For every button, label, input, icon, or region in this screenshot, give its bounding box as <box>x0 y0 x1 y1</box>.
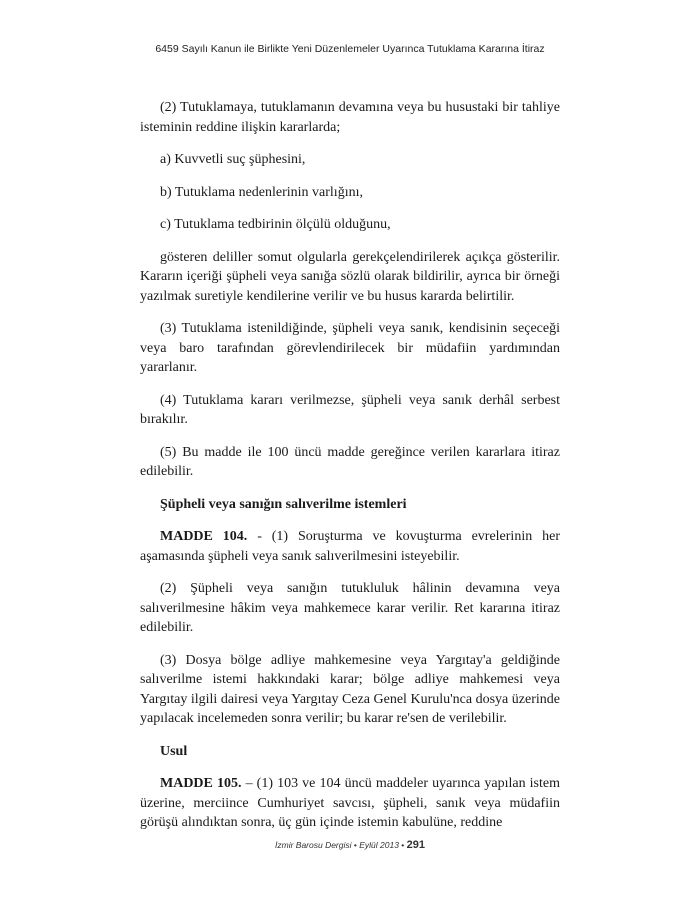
section-heading-release: Şüpheli veya sanığın salıverilme istemleri <box>160 496 407 512</box>
article-105-text: – (1) 103 ve 104 üncü maddeler uyarınca yapılan istem üzerine, merciince Cumhuriyet savcısı, şüpheli, sanık veya müdafiin görüşü alındıktan sonra, üç gün içinde istemin kabulüne, reddine <box>140 776 560 830</box>
paragraph-3: (3) Tutuklama istenildiğinde, şüpheli veya sanık, kendisinin seçeceği veya baro tarafından görevlendirilecek bir müdafiin yardımından yararlanır. <box>140 321 560 375</box>
paragraph-continuation: gösteren deliller somut olgularla gerekçelendirilerek açıkça gösterilir. Kararın içeriği şüpheli veya sanığa sözlü olarak bildirilir, ayrıca bir örneği yazılmak suretiyle kendilerine verilir ve bu husus kararda belirtilir. <box>140 249 560 304</box>
article-104-text: - (1) Soruşturma ve kovuşturma evrelerinin her aşamasında şüpheli veya sanık salıverilmesini isteyebilir. <box>140 529 560 564</box>
paragraph-5: (5) Bu madde ile 100 üncü madde gereğince verilen kararlara itiraz edilebilir. <box>140 444 560 479</box>
paragraph-item-c: c) Tutuklama tedbirinin ölçülü olduğunu, <box>160 217 391 232</box>
article-105-lead: MADDE 105. <box>160 776 242 791</box>
footer-page-separator: • <box>398 840 407 850</box>
article-104-paragraph-2: (2) Şüpheli veya sanığın tutukluluk hâlinin devamına veya salıverilmesine hâkim veya mahkemece karar verilir. Ret kararına itiraz edilebilir. <box>140 581 560 635</box>
article-104-paragraph-1 <box>140 527 560 566</box>
footer-journal: İzmir Barosu Dergisi <box>275 840 352 850</box>
paragraph-2: (2) Tutuklamaya, tutuklamanın devamına veya bu husustaki bir tahliye isteminin reddine ilişkin kararlarda; <box>140 100 560 135</box>
paragraph-4: (4) Tutuklama kararı verilmezse, şüpheli veya sanık derhâl serbest bırakılır. <box>140 392 560 427</box>
running-title: 6459 Sayılı Kanun ile Birlikte Yeni Düzenlemeler Uyarınca Tutuklama Kararına İtiraz <box>155 43 545 55</box>
article-104-paragraph-3: (3) Dosya bölge adliye mahkemesine veya Yargıtay'a geldiğinde salıverilme istemi hakkındaki karar; bölge adliye mahkemesi veya Yargıtay ilgili dairesi veya Yargıtay Ceza Genel Kurulu'nca dosya üzerinde yapılacak incelemeden sonra verilir; bu karar re'sen de verilebilir. <box>140 652 560 726</box>
article-105-paragraph-1 <box>140 774 560 833</box>
paragraph-item-a: a) Kuvvetli suç şüphesini, <box>160 152 306 167</box>
paragraph-item-b: b) Tutuklama nedenlerinin varlığını, <box>160 184 363 200</box>
page-number: 291 <box>406 839 425 851</box>
article-104-lead: MADDE 104. <box>160 529 248 544</box>
footer-date: Eylül 2013 <box>359 840 399 850</box>
footer-separator: • <box>351 840 360 850</box>
page-footer <box>0 835 700 853</box>
section-heading-procedure: Usul <box>160 743 188 759</box>
running-header <box>0 43 700 55</box>
article-body <box>140 98 560 846</box>
